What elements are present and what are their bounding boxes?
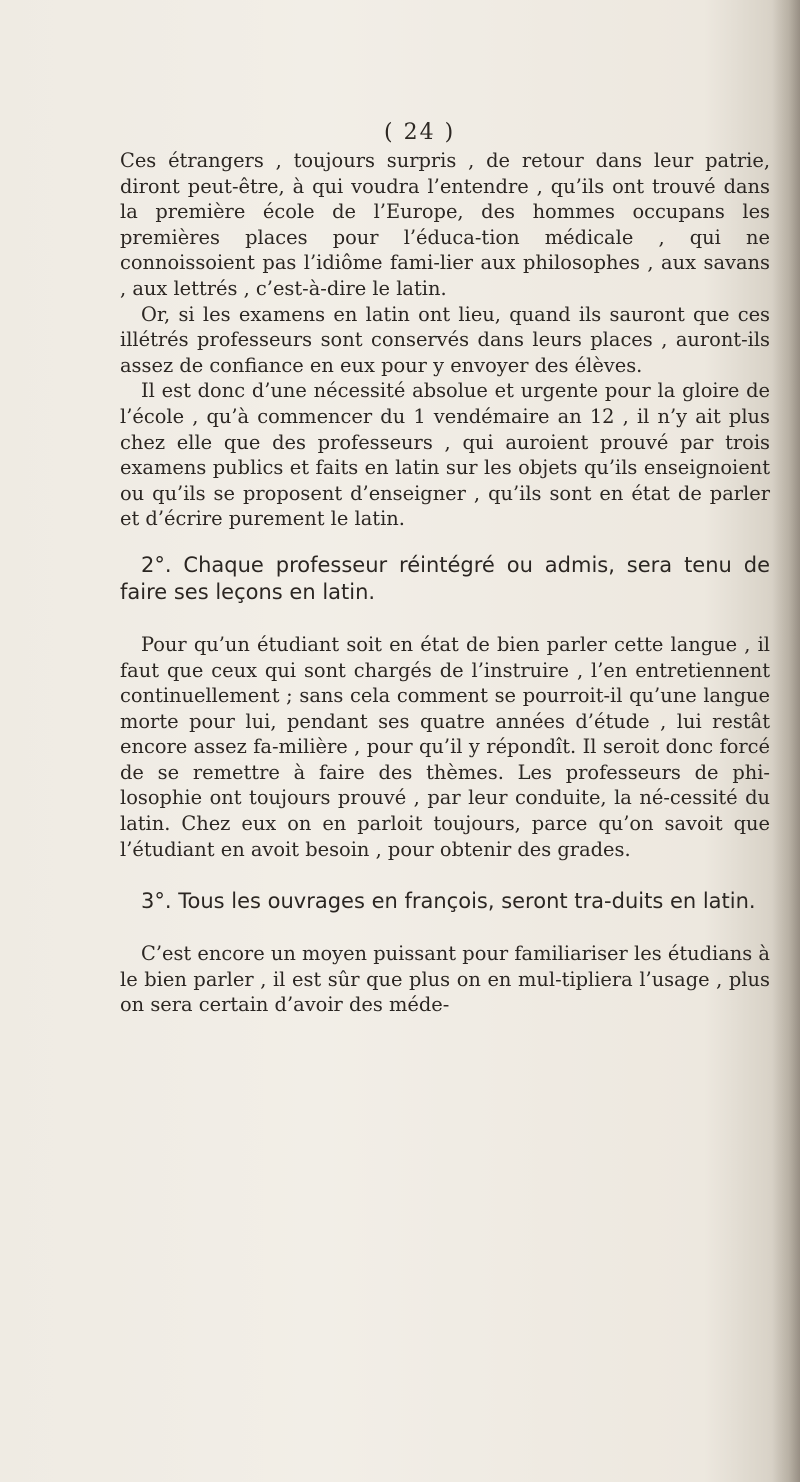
paragraph-4: Pour qu’un étudiant soit en état de bien parler cette langue , il faut que ceux qui sont chargés de l’instruire , l’en entretiennent continuellement ; sans cela comment se pourroit-il qu’une langue morte pour lui, pendant ses quatre années d’étude , lui restât encore assez fa-milière , pour qu’il y répondît. Il seroit donc forcé de se remettre à faire des thèmes. Les professeurs de phi-losophie ont toujours prouvé , par leur conduite, la né-cessité du latin. Chez eux on en parloit toujours, parce qu’on savoit que l’étudiant en avoit besoin , pour obtenir des grades.: [120, 632, 770, 861]
paragraph-2: Or, si les examens en latin ont lieu, quand ils sauront que ces illétrés professeurs sont conservés dans leurs places , auront-ils assez de confiance en eux pour y envoyer des élèves.: [120, 302, 770, 377]
section-heading-2: 2°. Chaque professeur réintégré ou admis, sera tenu de faire ses leçons en latin.: [120, 552, 770, 604]
page-edge-shadow: [772, 0, 800, 1482]
paragraph-1: Ces étrangers , toujours surpris , de retour dans leur patrie, diront peut-être, à qui voudra l’entendre , qu’ils ont trouvé dans la première école de l’Europe, des hommes occupans les premières places pour l’éduca-tion médicale , qui ne connoissoient pas l’idiôme fami-lier aux philosophes , aux savans , aux lettrés , c’est-à-dire le latin.: [120, 149, 770, 300]
paragraph-5: C’est encore un moyen puissant pour familiariser les étudians à le bien parler , il est sûr que plus on en mul-tipliera l’usage , plus on sera certain d’avoir des méde-: [120, 942, 770, 1017]
page-number: ( 24 ): [384, 120, 456, 145]
body-text: [120, 148, 770, 1018]
section-heading-3: 3°. Tous les ouvrages en françois, seront tra-duits en latin.: [141, 889, 756, 914]
paragraph-3: Il est donc d’une nécessité absolue et urgente pour la gloire de l’école , qu’à commencer du 1 vendémaire an 12 , il n’y ait plus chez elle que des professeurs , qui auroient prouvé par trois examens publics et faits en latin sur les objets qu’ils enseignoient ou qu’ils se proposent d’enseigner , qu’ils sont en état de parler et d’écrire purement le latin.: [120, 379, 770, 531]
